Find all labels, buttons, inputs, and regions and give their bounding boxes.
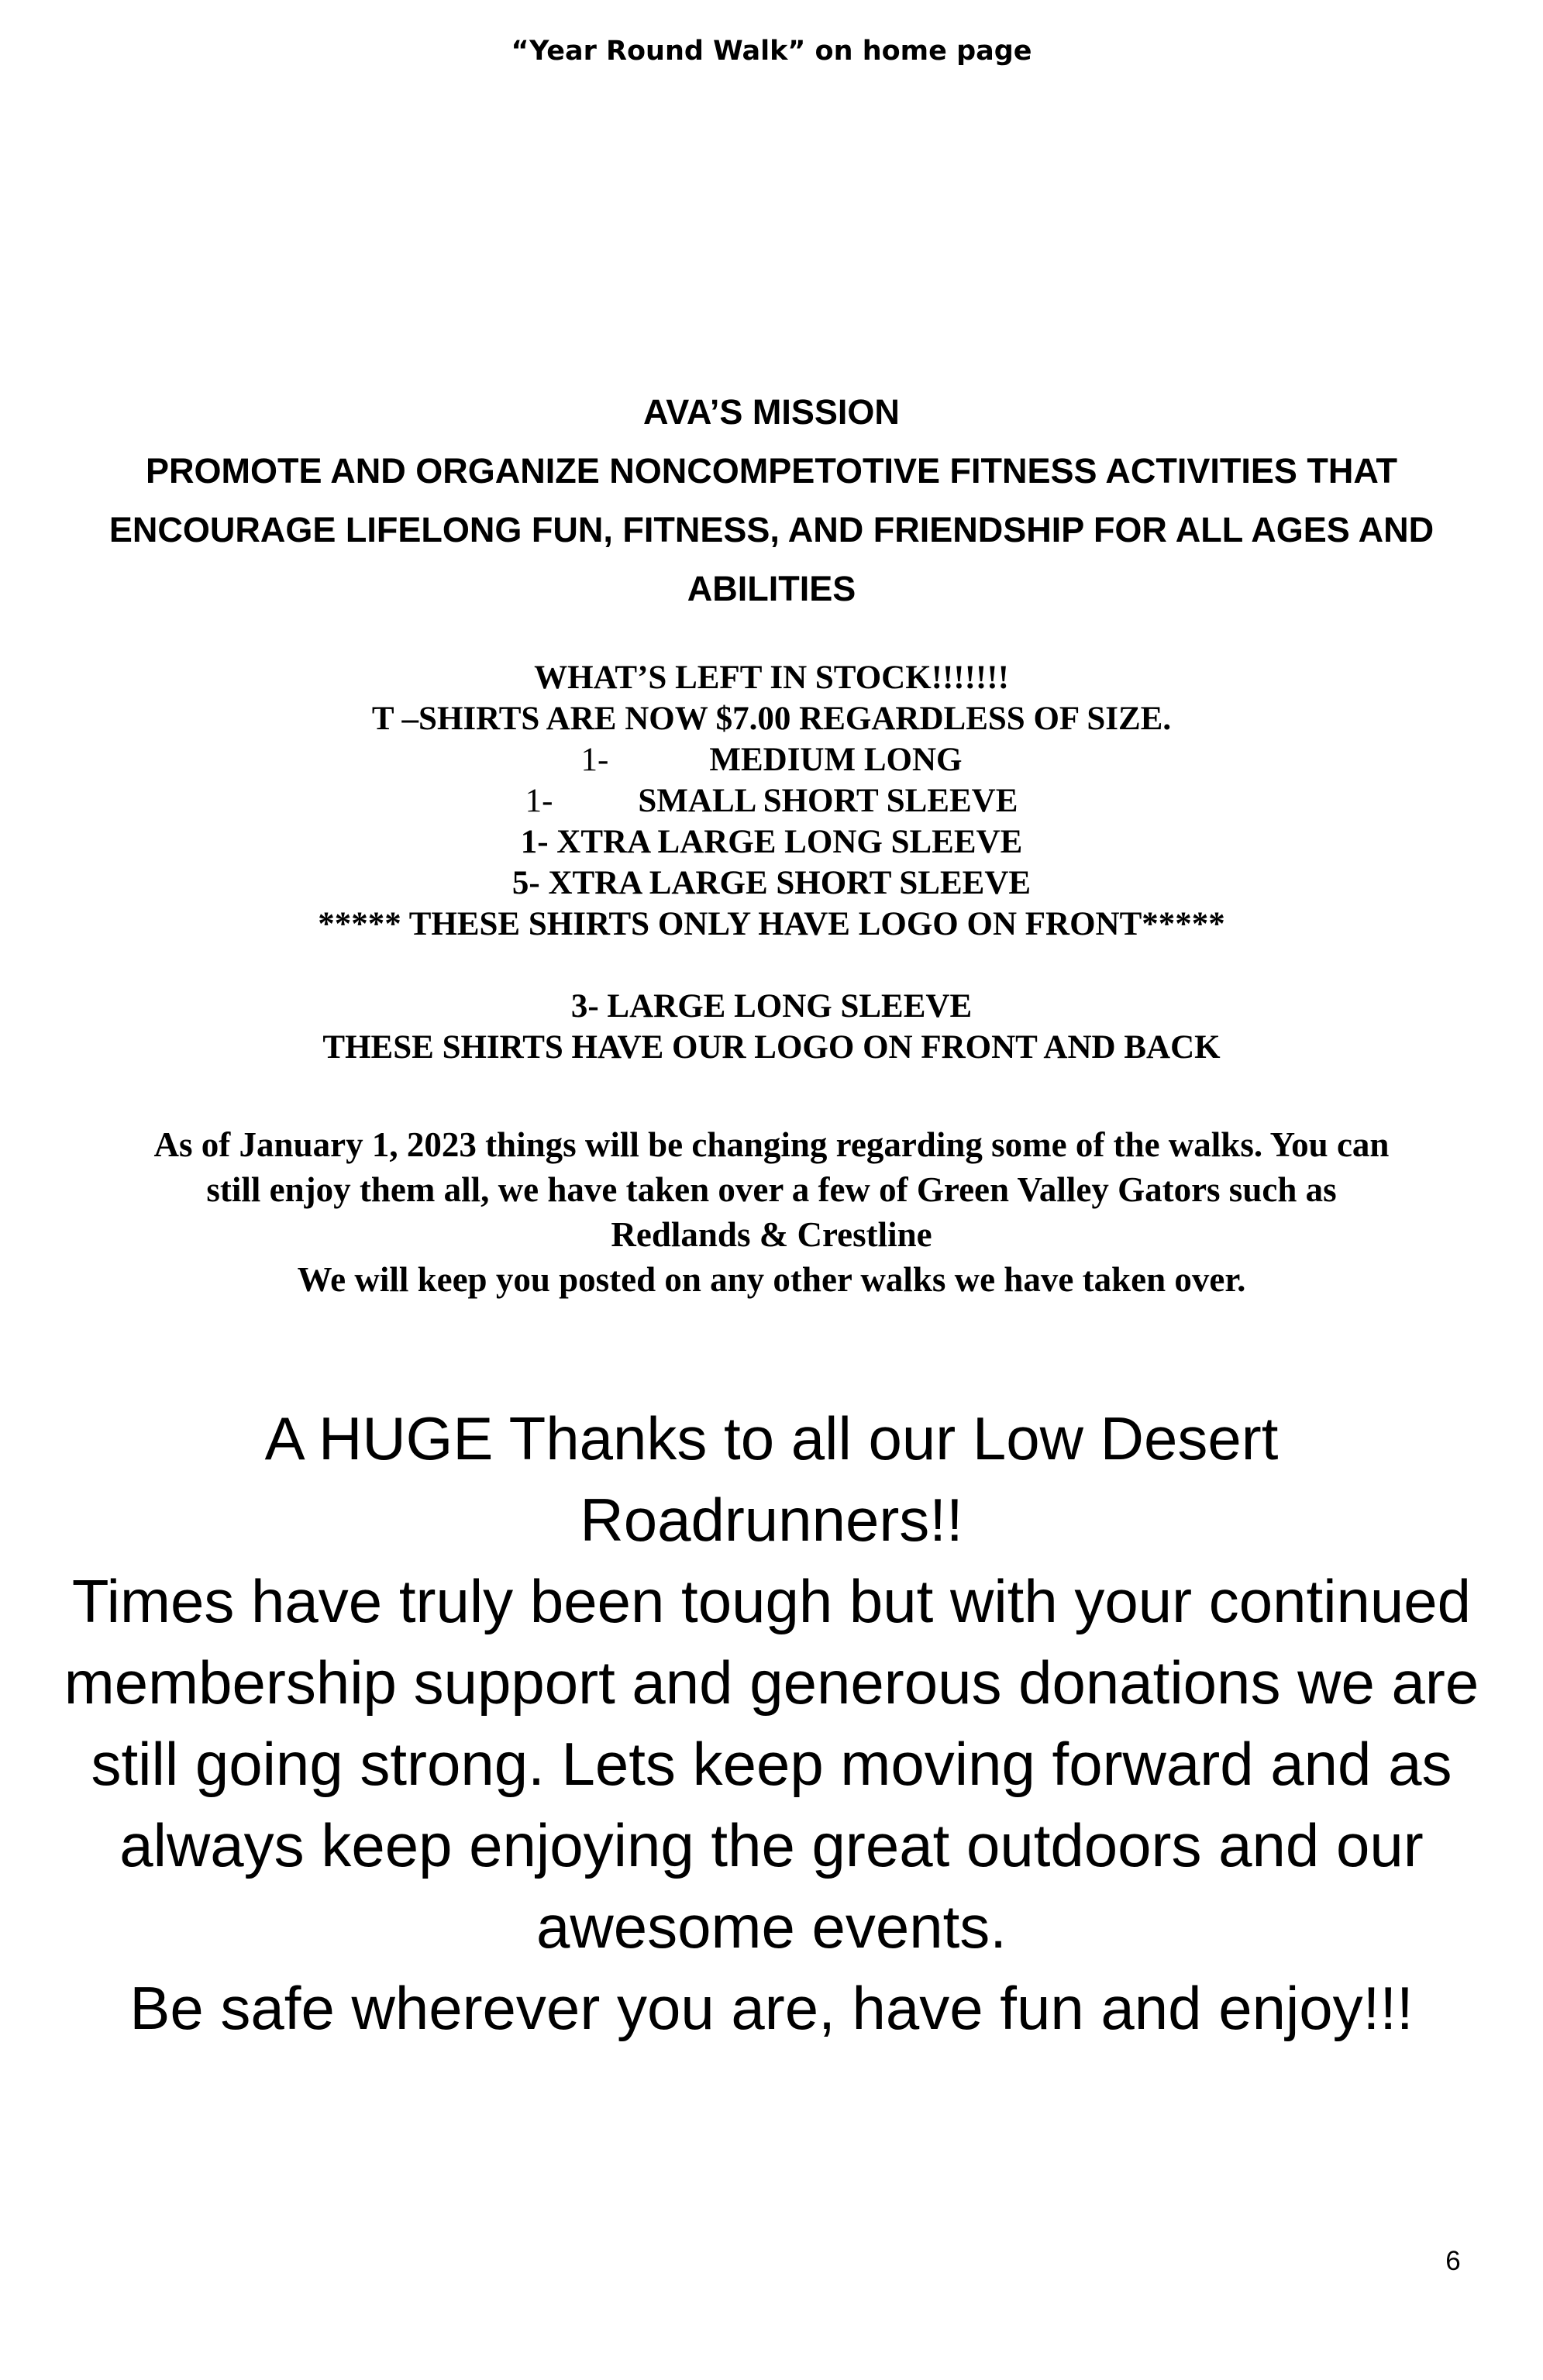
thanks-line: Be safe wherever you are, have fun and enjoy!!! xyxy=(129,1974,1414,2042)
mission-section xyxy=(31,383,1512,618)
header-note: “Year Round Walk” on home page xyxy=(511,36,1032,67)
thanks-line: Times have truly been tough but with your continued xyxy=(71,1567,1472,1635)
stock-price-note: T –SHIRTS ARE NOW $7.00 REGARDLESS OF SIZE. xyxy=(371,701,1172,737)
stock-item-desc: SMALL SHORT SLEEVE xyxy=(638,783,1018,819)
stock-title: WHAT’S LEFT IN STOCK!!!!!!! xyxy=(534,660,1009,696)
mission-line: ABILITIES xyxy=(687,569,856,608)
notice-line: We will keep you posted on any other walks we have taken over. xyxy=(297,1260,1246,1299)
stock-front-logo-note: ***** THESE SHIRTS ONLY HAVE LOGO ON FRONT***** xyxy=(318,906,1225,942)
stock-line: 5- XTRA LARGE SHORT SLEEVE xyxy=(511,865,1032,901)
spacer xyxy=(31,945,1512,986)
thanks-message xyxy=(31,1398,1512,2049)
thanks-line: still going strong. Lets keep moving forward and as xyxy=(91,1730,1452,1798)
thanks-line: membership support and generous donations we are xyxy=(64,1648,1479,1717)
mission-title: AVA’S MISSION xyxy=(643,392,900,432)
mission-line: PROMOTE AND ORGANIZE NONCOMPETOTIVE FITNESS ACTIVITIES THAT xyxy=(145,451,1398,491)
notice-line: still enjoy them all, we have taken over a few of Green Valley Gators such as xyxy=(206,1170,1337,1209)
stock-line: 1- XTRA LARGE LONG SLEEVE xyxy=(520,824,1023,860)
thanks-line: awesome events. xyxy=(536,1893,1007,1961)
stock-item xyxy=(31,739,1512,780)
thanks-line: A HUGE Thanks to all our Low Desert xyxy=(264,1404,1279,1472)
mission-line: ENCOURAGE LIFELONG FUN, FITNESS, AND FRIENDSHIP FOR ALL AGES AND xyxy=(108,510,1435,549)
notice-line: Redlands & Crestline xyxy=(611,1215,932,1254)
thanks-line: always keep enjoying the great outdoors and our xyxy=(119,1811,1424,1879)
page-number: 6 xyxy=(1445,2246,1461,2276)
notice-line: As of January 1, 2023 things will be changing regarding some of the walks. You can xyxy=(153,1125,1390,1164)
thanks-line: Roadrunners!! xyxy=(580,1486,963,1554)
stock-item-desc: MEDIUM LONG xyxy=(709,742,963,778)
stock-item-qty: 1- xyxy=(525,783,553,819)
stock-item-qty: 1- xyxy=(580,742,609,778)
stock-front-back-logo-note: THESE SHIRTS HAVE OUR LOGO ON FRONT AND BACK xyxy=(322,1029,1221,1066)
stock-section xyxy=(31,657,1512,1068)
stock-item xyxy=(31,780,1512,821)
stock-line: 3- LARGE LONG SLEEVE xyxy=(570,988,973,1025)
walk-changes-notice xyxy=(31,1122,1512,1302)
